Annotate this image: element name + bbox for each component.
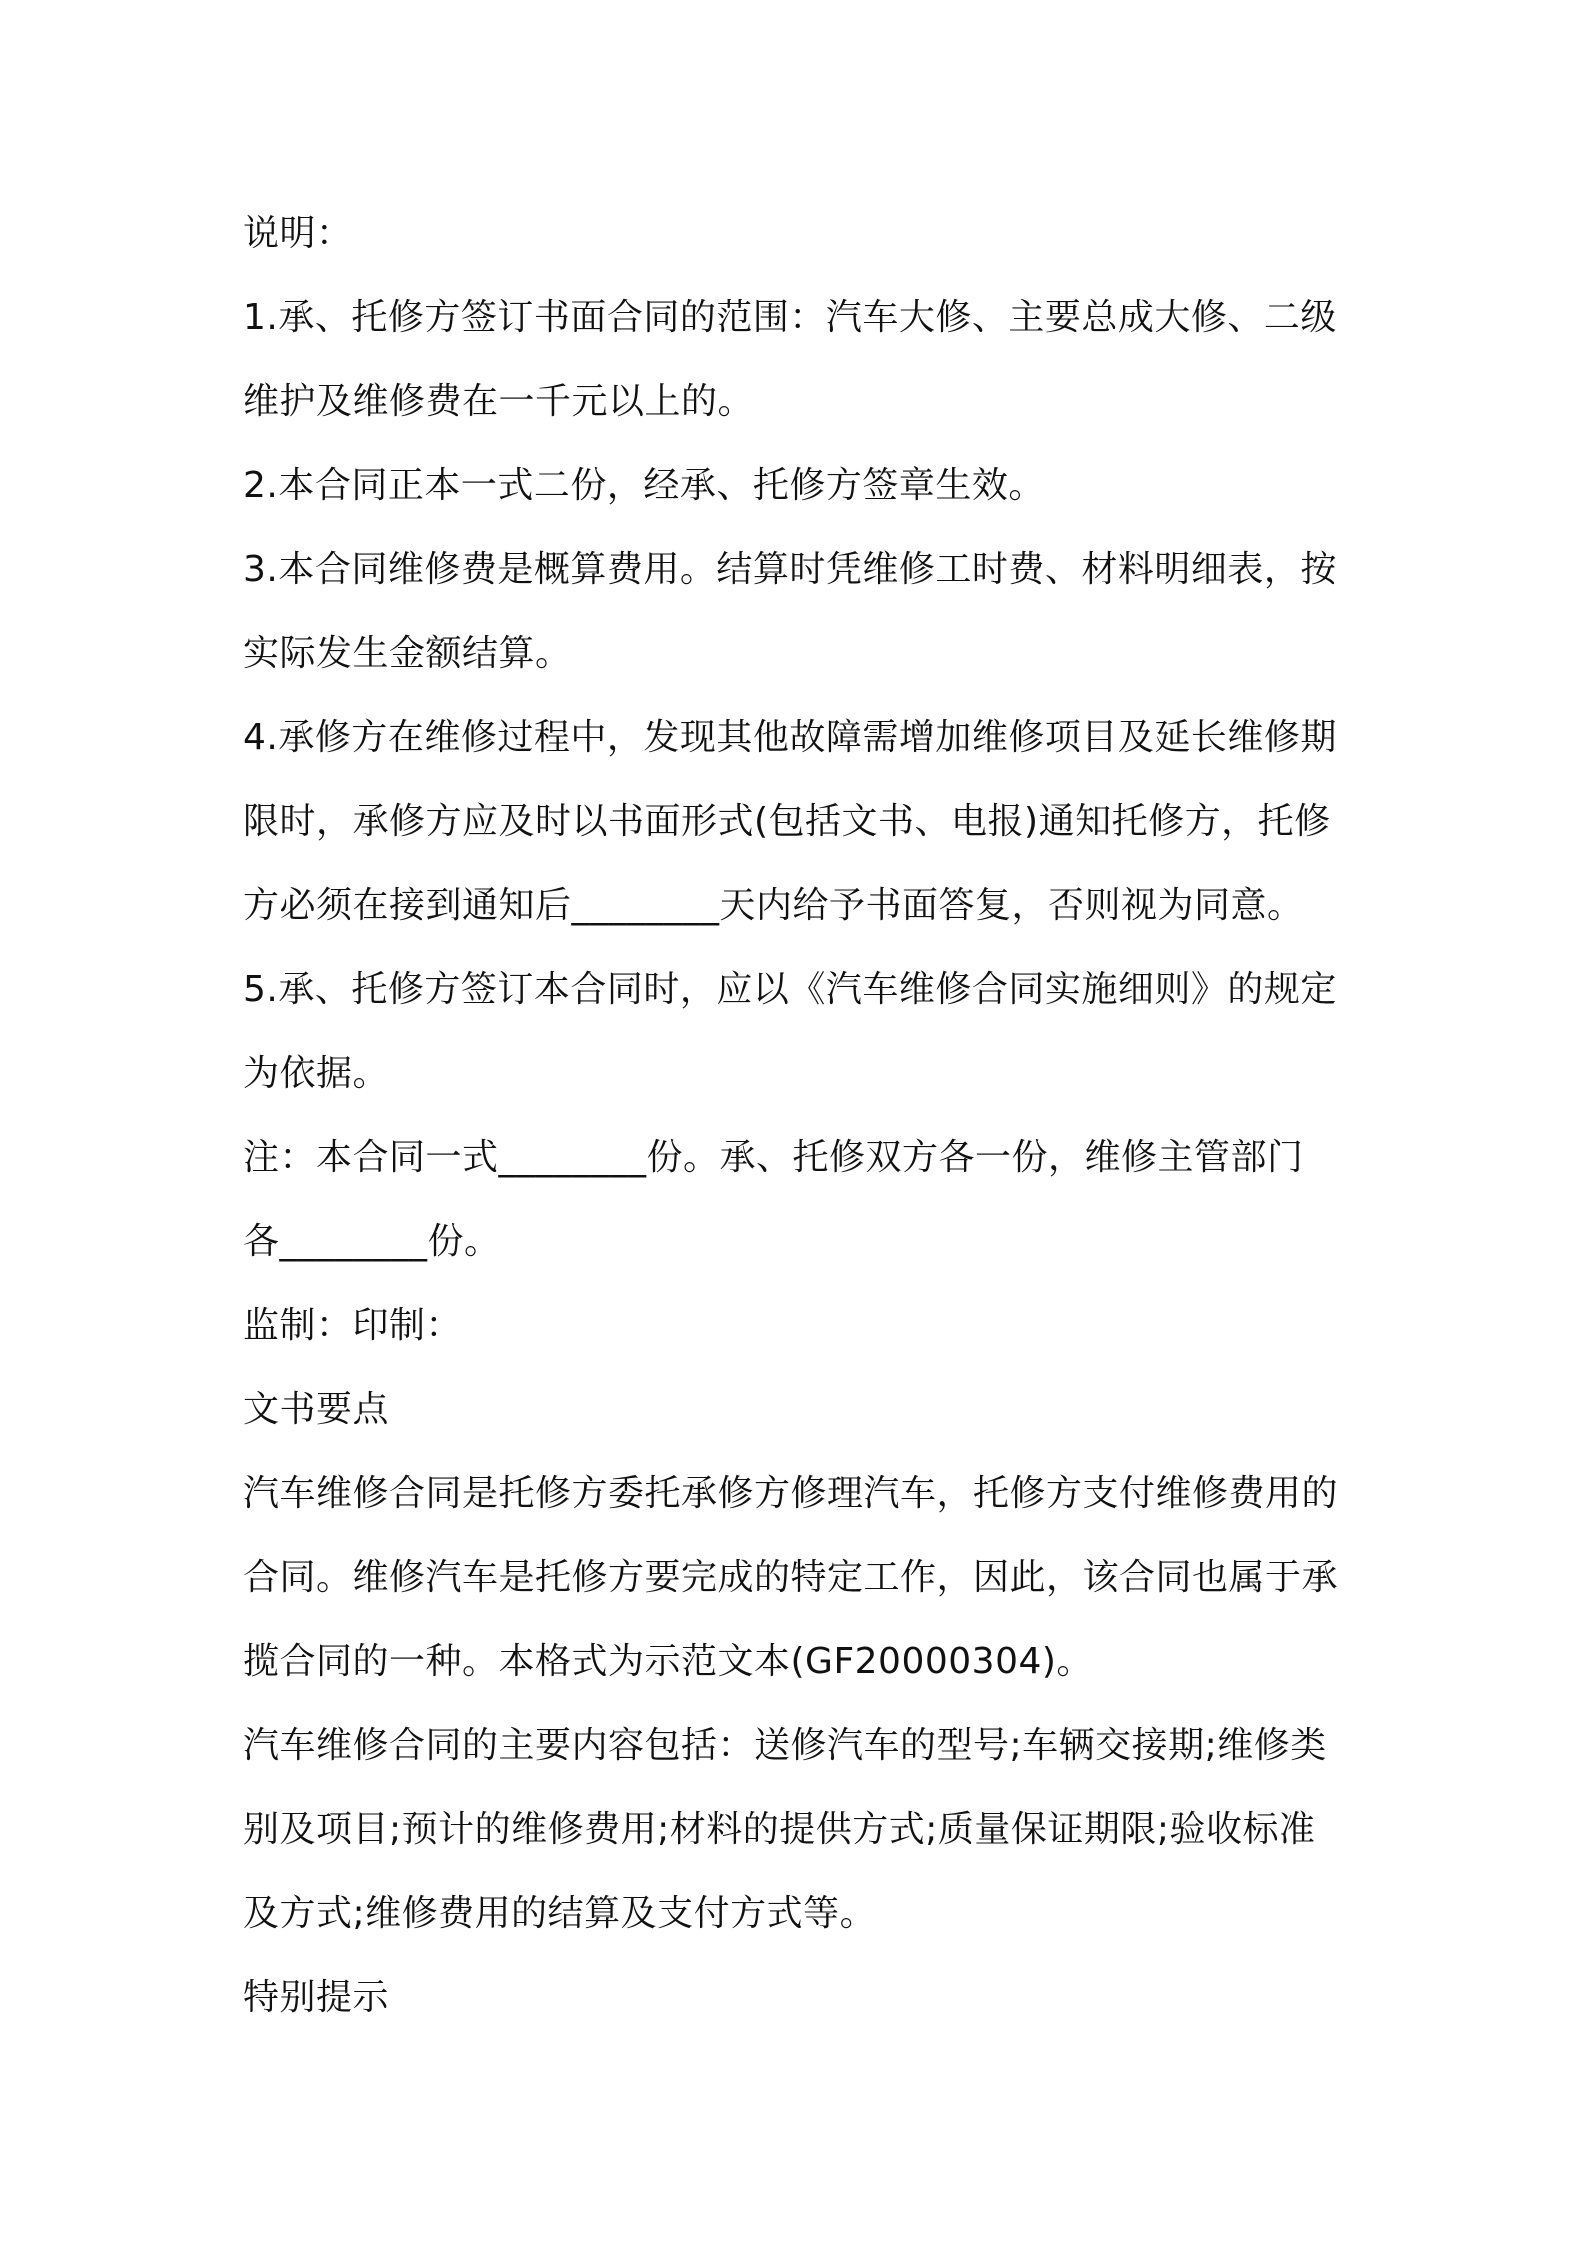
note-line: 各________份。 xyxy=(243,1221,501,1262)
section-heading-explanation: 说明： xyxy=(243,213,353,254)
text-line: 2.本合同正本一式二份，经承、托修方签章生效。 xyxy=(243,465,1045,506)
text-line: 汽车维修合同是托修方委托承修方修理汽车，托修方支付维修费用的 xyxy=(243,1473,1339,1514)
text-line: 1.承、托修方签订书面合同的范围：汽车大修、主要总成大修、二级 xyxy=(243,297,1337,338)
text-line: 3.本合同维修费是概算费用。结算时凭维修工时费、材料明细表，按 xyxy=(243,549,1337,590)
text-line: 维护及维修费在一千元以上的。 xyxy=(243,381,755,422)
section-heading-key-points: 文书要点 xyxy=(243,1389,390,1430)
text-line: 别及项目;预计的维修费用;材料的提供方式;质量保证期限;验收标准 xyxy=(243,1809,1316,1850)
document-body xyxy=(243,192,1358,2040)
text-line: 合同。维修汽车是托修方要完成的特定工作，因此，该合同也属于承 xyxy=(243,1557,1339,1598)
text-line: 实际发生金额结算。 xyxy=(243,633,572,674)
text-line: 为依据。 xyxy=(243,1053,390,1094)
text-line: 及方式;维修费用的结算及支付方式等。 xyxy=(243,1893,877,1934)
note-line: 注：本合同一式________份。承、托修双方各一份，维修主管部门 xyxy=(243,1137,1304,1178)
text-line: 5.承、托修方签订本合同时，应以《汽车维修合同实施细则》的规定 xyxy=(243,969,1337,1010)
text-line: 方必须在接到通知后________天内给予书面答复，否则视为同意。 xyxy=(243,885,1304,926)
text-line: 限时，承修方应及时以书面形式(包括文书、电报)通知托修方，托修 xyxy=(243,801,1331,842)
section-heading-special-notice: 特别提示 xyxy=(243,1977,390,2018)
text-line: 4.承修方在维修过程中，发现其他故障需增加维修项目及延长维修期 xyxy=(243,717,1337,758)
text-line: 揽合同的一种。本格式为示范文本(GF20000304)。 xyxy=(243,1641,1093,1682)
text-line: 汽车维修合同的主要内容包括：送修汽车的型号;车辆交接期;维修类 xyxy=(243,1725,1327,1766)
supervision-printing-line: 监制：印制： xyxy=(243,1305,463,1346)
